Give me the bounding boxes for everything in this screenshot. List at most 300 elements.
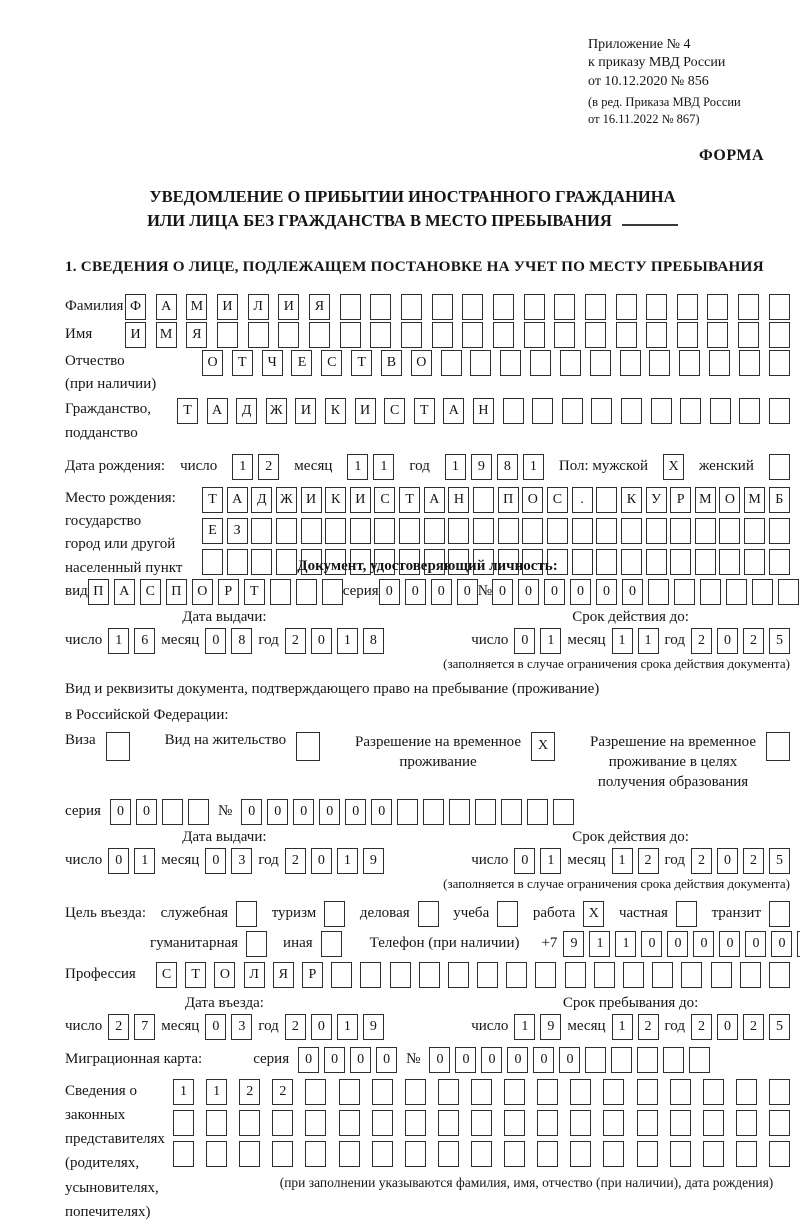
- char-cell: 1: [638, 628, 659, 654]
- month-label: месяц: [567, 852, 605, 869]
- identity-doc-issued-heading: Дата выдачи:: [65, 609, 384, 626]
- char-cell: [251, 549, 272, 575]
- temp-residence-label: Разрешение на временное проживание: [355, 732, 521, 773]
- char-cell: И: [217, 294, 238, 320]
- char-cell: [470, 350, 491, 376]
- char-cell: 9: [363, 848, 384, 874]
- identity-doc-kind-label: вид: [65, 583, 88, 600]
- birthdate-year-label: год: [409, 458, 429, 475]
- entry-date: [65, 995, 384, 1040]
- year-label: год: [258, 1018, 278, 1035]
- char-cell: [603, 1110, 624, 1136]
- day-label: число: [65, 632, 102, 649]
- char-cell: 1: [108, 628, 129, 654]
- char-cell: [596, 487, 617, 513]
- purpose-other-checkbox[interactable]: [321, 931, 342, 957]
- char-cell: [646, 294, 667, 320]
- char-cell: [553, 799, 574, 825]
- char-cell: [646, 322, 667, 348]
- char-cell: X: [531, 732, 555, 761]
- char-cell: 0: [345, 799, 366, 825]
- sex-male-checkbox[interactable]: [663, 454, 684, 480]
- char-cell: О: [411, 350, 432, 376]
- char-cell: 0: [559, 1047, 580, 1073]
- char-cell: П: [498, 487, 519, 513]
- entry-day-cells[interactable]: [108, 1014, 155, 1040]
- purpose-tourism-checkbox[interactable]: [324, 901, 345, 927]
- char-cell: [399, 518, 420, 544]
- day-label: число: [471, 632, 508, 649]
- char-cell: М: [156, 322, 177, 348]
- char-cell: Т: [177, 398, 198, 424]
- char-cell: [621, 549, 642, 575]
- char-cell: [570, 1079, 591, 1105]
- char-cell: 1: [612, 628, 633, 654]
- identity-issued-year-cells[interactable]: [285, 628, 384, 654]
- char-cell: 1: [612, 848, 633, 874]
- char-cell: 1: [206, 1079, 227, 1105]
- char-cell: [652, 962, 673, 988]
- char-cell: 1: [337, 1014, 358, 1040]
- char-cell: [448, 962, 469, 988]
- char-cell: [370, 322, 391, 348]
- residence-permit-label: Вид на жительство: [165, 732, 286, 749]
- phone-prefix: +7: [541, 935, 557, 952]
- char-cell: [560, 350, 581, 376]
- char-cell: 0: [319, 799, 340, 825]
- purpose-study: учеба: [453, 901, 518, 927]
- char-cell: 0: [379, 579, 400, 605]
- residence-doc-series-row: [65, 799, 790, 825]
- purpose-study-checkbox[interactable]: [497, 901, 518, 927]
- birthdate-day-label: число: [180, 458, 217, 475]
- char-cell: Я: [309, 294, 330, 320]
- char-cell: [424, 518, 445, 544]
- char-cell: С: [321, 350, 342, 376]
- annex-block: [588, 36, 780, 127]
- char-cell: [532, 398, 553, 424]
- char-cell: 0: [719, 931, 740, 957]
- char-cell: [324, 901, 345, 927]
- char-cell: К: [325, 487, 346, 513]
- char-cell: Т: [399, 487, 420, 513]
- char-cell: [738, 322, 759, 348]
- char-cell: [769, 549, 790, 575]
- char-cell: [432, 294, 453, 320]
- char-cell: [246, 931, 267, 957]
- char-cell: 2: [285, 1014, 306, 1040]
- migration-card-row: [65, 1047, 790, 1073]
- char-cell: [680, 398, 701, 424]
- char-cell: А: [424, 487, 445, 513]
- birthdate-day-cells[interactable]: [232, 454, 279, 480]
- residence-doc-series-cells[interactable]: [110, 799, 209, 825]
- birthdate-month-cells[interactable]: [347, 454, 394, 480]
- char-cell: [596, 518, 617, 544]
- stay-until-month-cells[interactable]: [612, 1014, 659, 1040]
- char-cell: [449, 799, 470, 825]
- char-cell: Т: [351, 350, 372, 376]
- char-cell: [676, 901, 697, 927]
- identity-doc-kind-cells[interactable]: [88, 579, 343, 605]
- visa-label: Виза: [65, 732, 96, 749]
- char-cell: [778, 579, 799, 605]
- char-cell: [648, 579, 669, 605]
- phone-cells[interactable]: [563, 931, 800, 957]
- residence-doc-dates: [65, 829, 790, 874]
- profession-cells[interactable]: [156, 962, 790, 988]
- char-cell: [726, 579, 747, 605]
- char-cell: 3: [231, 848, 252, 874]
- purpose-official-checkbox[interactable]: [236, 901, 257, 927]
- char-cell: И: [278, 294, 299, 320]
- firstname-label: Имя: [65, 326, 125, 343]
- char-cell: 0: [241, 799, 262, 825]
- char-cell: X: [663, 454, 684, 480]
- identity-doc-valid: [471, 609, 790, 654]
- char-cell: 0: [596, 579, 617, 605]
- char-cell: [537, 1079, 558, 1105]
- char-cell: [621, 398, 642, 424]
- char-cell: 0: [717, 628, 738, 654]
- char-cell: 0: [745, 931, 766, 957]
- residence-doc-issued: [65, 829, 384, 874]
- char-cell: [227, 549, 248, 575]
- char-cell: [339, 1110, 360, 1136]
- char-cell: 2: [272, 1079, 293, 1105]
- char-cell: 2: [285, 628, 306, 654]
- migration-card-number-cells[interactable]: [429, 1047, 710, 1073]
- purpose-label: Цель въезда:: [65, 905, 146, 922]
- char-cell: 0: [429, 1047, 450, 1073]
- char-cell: [695, 518, 716, 544]
- char-cell: 0: [108, 848, 129, 874]
- purpose-work-checkbox[interactable]: [583, 901, 604, 927]
- char-cell: [663, 1047, 684, 1073]
- profession-row: [65, 962, 790, 988]
- residence-valid-day-cells[interactable]: [514, 848, 561, 874]
- stay-until-day-cells[interactable]: [514, 1014, 561, 1040]
- char-cell: [498, 518, 519, 544]
- identity-valid-month-cells[interactable]: [612, 628, 659, 654]
- char-cell: [679, 350, 700, 376]
- purpose-transit-checkbox[interactable]: [769, 901, 790, 927]
- char-cell: [493, 322, 514, 348]
- char-cell: Я: [186, 322, 207, 348]
- residence-doc-note: (заполняется в случае ограничения срока действия документа): [65, 876, 790, 892]
- char-cell: [703, 1110, 724, 1136]
- year-label: год: [665, 632, 685, 649]
- char-cell: 1: [589, 931, 610, 957]
- char-cell: 0: [405, 579, 426, 605]
- char-cell: [501, 799, 522, 825]
- annex-line-2: к приказу МВД России: [588, 54, 780, 72]
- identity-doc-row: [65, 579, 790, 605]
- char-cell: [296, 579, 317, 605]
- residence-doc-series-label: серия: [65, 803, 101, 820]
- sex-female-checkbox[interactable]: [769, 454, 790, 480]
- residence-doc-number-label: №: [218, 803, 232, 820]
- firstname-cells[interactable]: [125, 322, 790, 348]
- temp-residence-education-option: [590, 732, 790, 793]
- char-cell: [677, 322, 698, 348]
- residence-valid-month-cells[interactable]: [612, 848, 659, 874]
- birthdate-month-label: месяц: [294, 458, 332, 475]
- char-cell: [547, 518, 568, 544]
- char-cell: [585, 294, 606, 320]
- char-cell: [441, 350, 462, 376]
- identity-valid-year-cells[interactable]: [691, 628, 790, 654]
- char-cell: М: [186, 294, 207, 320]
- char-cell: [524, 322, 545, 348]
- entry-month-cells[interactable]: [205, 1014, 252, 1040]
- char-cell: 0: [267, 799, 288, 825]
- char-cell: [621, 518, 642, 544]
- char-cell: С: [547, 487, 568, 513]
- char-cell: [477, 962, 498, 988]
- purpose-other: иная: [283, 931, 342, 957]
- char-cell: И: [125, 322, 146, 348]
- residence-permit-checkbox[interactable]: [296, 732, 320, 761]
- purpose-humanitarian-checkbox[interactable]: [246, 931, 267, 957]
- char-cell: [739, 398, 760, 424]
- purpose-humanitarian: гуманитарная: [150, 931, 267, 957]
- char-cell: П: [166, 579, 187, 605]
- char-cell: 9: [471, 454, 492, 480]
- day-label: число: [65, 852, 102, 869]
- char-cell: [276, 549, 297, 575]
- char-cell: [504, 1079, 525, 1105]
- identity-issued-month-cells[interactable]: [205, 628, 252, 654]
- char-cell: 1: [337, 628, 358, 654]
- annex-line-1: Приложение № 4: [588, 36, 780, 54]
- char-cell: [500, 350, 521, 376]
- char-cell: [616, 294, 637, 320]
- citizenship-label: Гражданство, подданство: [65, 398, 177, 445]
- residence-doc-intro-1: Вид и реквизиты документа, подтверждающего право на пребывание (проживание): [65, 681, 790, 698]
- char-cell: С: [140, 579, 161, 605]
- char-cell: [405, 1079, 426, 1105]
- char-cell: И: [301, 487, 322, 513]
- residence-issued-year-cells[interactable]: [285, 848, 384, 874]
- char-cell: [462, 294, 483, 320]
- residence-issued-day-cells[interactable]: [108, 848, 155, 874]
- char-cell: [473, 487, 494, 513]
- char-cell: И: [355, 398, 376, 424]
- char-cell: 0: [492, 579, 513, 605]
- legal-cells-row-2[interactable]: [173, 1110, 790, 1136]
- char-cell: [475, 799, 496, 825]
- char-cell: [695, 549, 716, 575]
- char-cell: [649, 350, 670, 376]
- char-cell: 1: [540, 848, 561, 874]
- residence-permit-option: [165, 732, 320, 761]
- temp-residence-education-checkbox[interactable]: [766, 732, 790, 761]
- char-cell: [419, 962, 440, 988]
- month-label: месяц: [161, 1018, 199, 1035]
- char-cell: [646, 549, 667, 575]
- identity-doc-series-cells[interactable]: [379, 579, 478, 605]
- char-cell: 0: [371, 799, 392, 825]
- char-cell: [611, 1047, 632, 1073]
- char-cell: [637, 1110, 658, 1136]
- char-cell: [562, 398, 583, 424]
- char-cell: 0: [481, 1047, 502, 1073]
- birthdate-year-cells[interactable]: [445, 454, 544, 480]
- birthplace-label: Место рождения: государство город или другой населенный пункт: [65, 487, 202, 580]
- identity-issued-day-cells[interactable]: [108, 628, 155, 654]
- char-cell: [339, 1079, 360, 1105]
- char-cell: 0: [533, 1047, 554, 1073]
- char-cell: [670, 1110, 691, 1136]
- char-cell: [217, 322, 238, 348]
- char-cell: 0: [622, 579, 643, 605]
- patronymic-label: Отчество (при наличии): [65, 350, 202, 397]
- char-cell: 0: [457, 579, 478, 605]
- char-cell: [700, 579, 721, 605]
- migration-card-series-cells[interactable]: [298, 1047, 397, 1073]
- char-cell: С: [384, 398, 405, 424]
- char-cell: 1: [523, 454, 544, 480]
- char-cell: Н: [448, 487, 469, 513]
- char-cell: [301, 518, 322, 544]
- purpose-business-checkbox[interactable]: [418, 901, 439, 927]
- char-cell: [350, 518, 371, 544]
- surname-cells[interactable]: [125, 294, 790, 320]
- stay-until-year-cells[interactable]: [691, 1014, 790, 1040]
- char-cell: 0: [311, 848, 332, 874]
- char-cell: 0: [376, 1047, 397, 1073]
- char-cell: Е: [202, 518, 223, 544]
- identity-valid-day-cells[interactable]: [514, 628, 561, 654]
- char-cell: [401, 294, 422, 320]
- char-cell: [504, 1110, 525, 1136]
- char-cell: 0: [311, 628, 332, 654]
- char-cell: 2: [743, 1014, 764, 1040]
- purpose-private-checkbox[interactable]: [676, 901, 697, 927]
- char-cell: 0: [298, 1047, 319, 1073]
- char-cell: [739, 350, 760, 376]
- char-cell: 0: [455, 1047, 476, 1073]
- year-label: год: [665, 1018, 685, 1035]
- residence-doc-valid-heading: Срок действия до:: [471, 829, 790, 846]
- char-cell: 0: [110, 799, 131, 825]
- char-cell: 2: [691, 628, 712, 654]
- char-cell: [390, 962, 411, 988]
- month-label: месяц: [567, 632, 605, 649]
- char-cell: [710, 398, 731, 424]
- residence-doc-valid: [471, 829, 790, 874]
- char-cell: [239, 1110, 260, 1136]
- patronymic-cells[interactable]: [202, 350, 790, 376]
- char-cell: [707, 322, 728, 348]
- char-cell: М: [695, 487, 716, 513]
- char-cell: 0: [324, 1047, 345, 1073]
- residence-valid-year-cells[interactable]: [691, 848, 790, 874]
- citizenship-row: [65, 398, 790, 445]
- char-cell: 0: [293, 799, 314, 825]
- year-label: год: [665, 852, 685, 869]
- char-cell: [766, 732, 790, 761]
- residence-doc-intro-2: в Российской Федерации:: [65, 707, 790, 724]
- char-cell: [305, 1110, 326, 1136]
- identity-doc-issued: [65, 609, 384, 654]
- char-cell: [603, 1079, 624, 1105]
- char-cell: [360, 962, 381, 988]
- char-cell: [554, 294, 575, 320]
- purpose-business: деловая: [360, 901, 439, 927]
- char-cell: [769, 1079, 790, 1105]
- legal-cells-row-1[interactable]: [173, 1079, 790, 1105]
- migration-card-number-label: №: [406, 1051, 420, 1068]
- char-cell: Р: [218, 579, 239, 605]
- char-cell: 0: [431, 579, 452, 605]
- citizenship-cells[interactable]: [177, 398, 790, 424]
- char-cell: В: [381, 350, 402, 376]
- char-cell: Ф: [125, 294, 146, 320]
- char-cell: [674, 579, 695, 605]
- char-cell: 5: [769, 848, 790, 874]
- char-cell: [251, 518, 272, 544]
- char-cell: [322, 579, 343, 605]
- visa-option: [65, 732, 130, 761]
- char-cell: Е: [291, 350, 312, 376]
- char-cell: [744, 549, 765, 575]
- migration-card-label: Миграционная карта:: [65, 1051, 202, 1068]
- char-cell: [471, 1079, 492, 1105]
- char-cell: [554, 322, 575, 348]
- birthplace-cells-row-1[interactable]: [202, 487, 790, 513]
- purpose-transit: транзит: [712, 901, 790, 927]
- identity-doc-number-cells[interactable]: [492, 579, 799, 605]
- char-cell: Р: [670, 487, 691, 513]
- char-cell: Т: [232, 350, 253, 376]
- residence-doc-number-cells[interactable]: [241, 799, 574, 825]
- char-cell: [689, 1047, 710, 1073]
- char-cell: А: [227, 487, 248, 513]
- birthplace-cells-row-2[interactable]: [202, 518, 790, 544]
- entry-date-heading: Дата въезда:: [65, 995, 384, 1012]
- char-cell: 8: [231, 628, 252, 654]
- char-cell: [106, 732, 130, 761]
- char-cell: Ж: [276, 487, 297, 513]
- char-cell: 9: [540, 1014, 561, 1040]
- residence-issued-month-cells[interactable]: [205, 848, 252, 874]
- purpose-row: [65, 901, 790, 927]
- char-cell: 2: [743, 848, 764, 874]
- char-cell: [537, 1110, 558, 1136]
- char-cell: 1: [232, 454, 253, 480]
- char-cell: [448, 518, 469, 544]
- char-cell: 0: [311, 1014, 332, 1040]
- char-cell: [506, 962, 527, 988]
- char-cell: О: [192, 579, 213, 605]
- temp-residence-checkbox[interactable]: [531, 732, 555, 761]
- char-cell: 1: [173, 1079, 194, 1105]
- visa-checkbox[interactable]: [106, 732, 130, 761]
- char-cell: [374, 518, 395, 544]
- char-cell: [703, 1079, 724, 1105]
- char-cell: 2: [638, 1014, 659, 1040]
- char-cell: [637, 1047, 658, 1073]
- entry-year-cells[interactable]: [285, 1014, 384, 1040]
- char-cell: [670, 549, 691, 575]
- char-cell: 6: [134, 628, 155, 654]
- char-cell: 9: [563, 931, 584, 957]
- char-cell: 0: [136, 799, 157, 825]
- char-cell: [188, 799, 209, 825]
- char-cell: 0: [518, 579, 539, 605]
